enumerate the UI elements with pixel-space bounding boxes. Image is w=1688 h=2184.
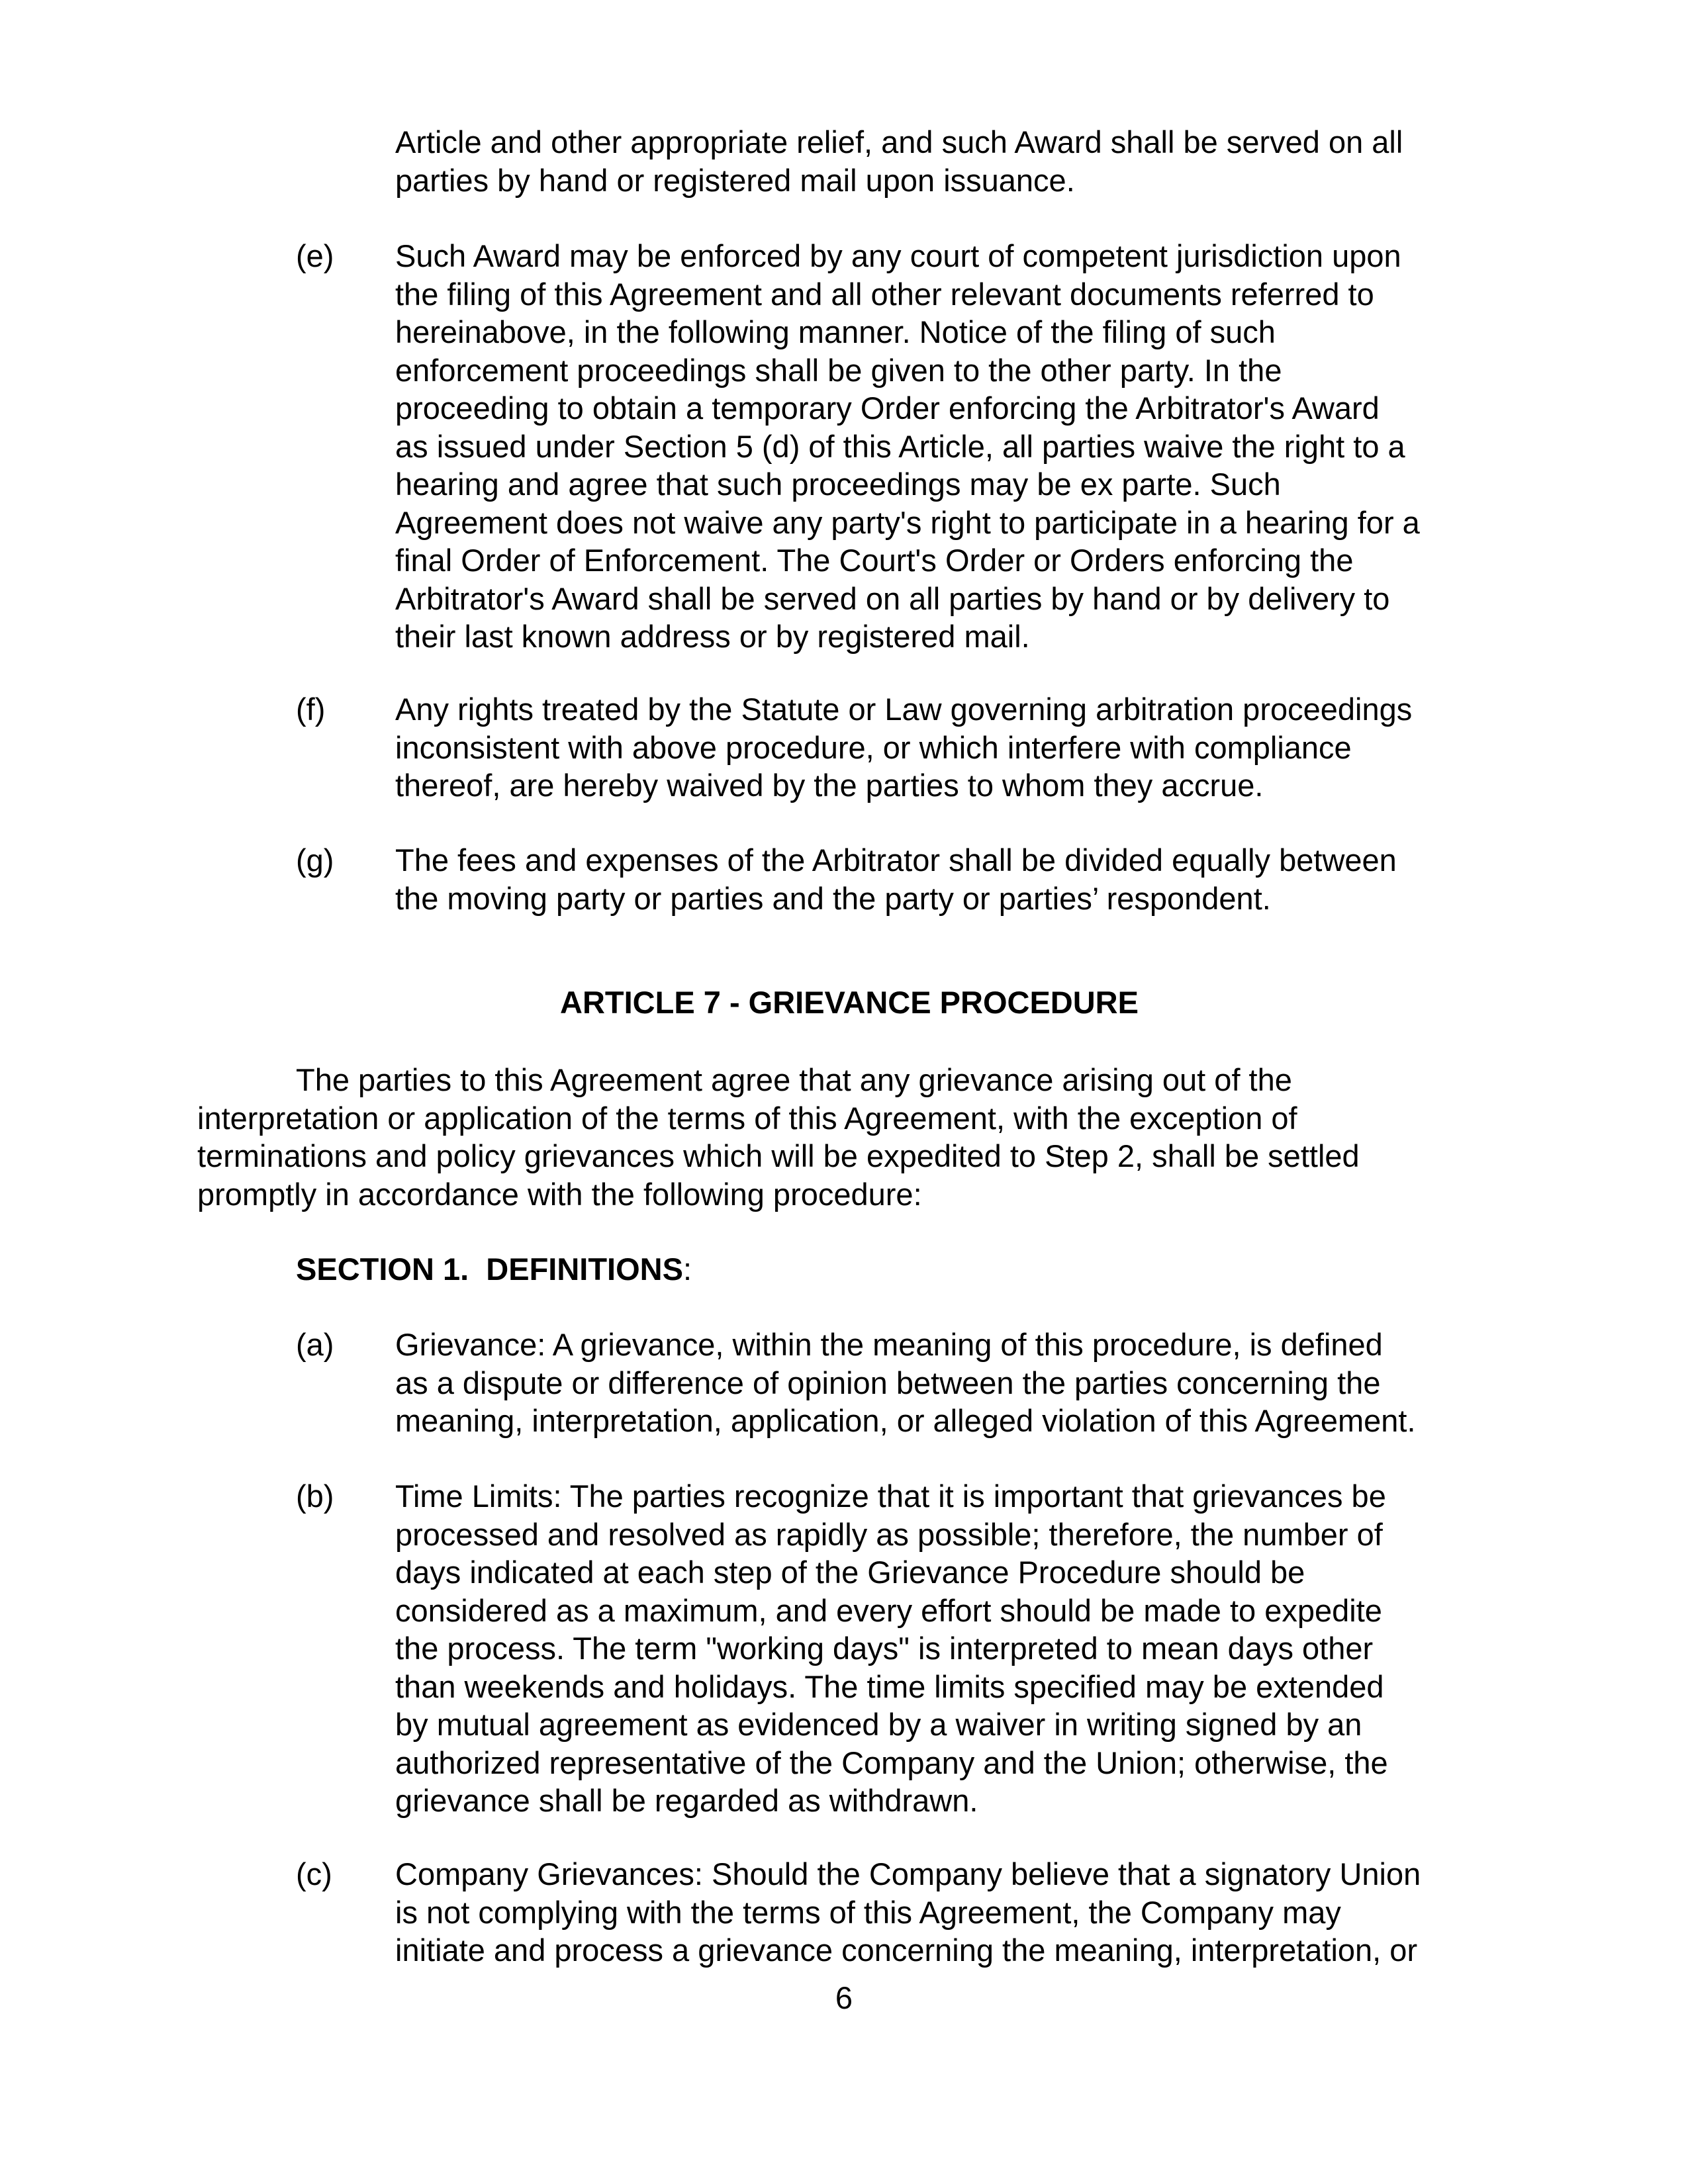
text-line: inconsistent with above procedure, or which interfere with compliance: [395, 729, 1352, 765]
text-line: Any rights treated by the Statute or Law governing arbitration proceedings: [395, 692, 1413, 727]
item-b-paragraph: [395, 1477, 1388, 1820]
text-line: proceeding to obtain a temporary Order enforcing the Arbitrator's Award: [395, 390, 1380, 426]
text-line: The parties to this Agreement agree that any grievance arising out of the: [296, 1062, 1292, 1097]
continuation-paragraph: [395, 123, 1403, 199]
text-line: hereinabove, in the following manner. Notice of the filing of such: [395, 314, 1276, 349]
item-b-label: (b): [296, 1479, 334, 1514]
item-c-paragraph: [395, 1855, 1421, 1970]
text-line: the moving party or parties and the party or parties’ respondent.: [395, 880, 1271, 916]
text-line: initiate and process a grievance concerning the meaning, interpretation, or: [395, 1933, 1418, 1968]
item-g-label: (g): [296, 842, 334, 878]
article-heading: [0, 983, 1688, 1022]
text-line: is not complying with the terms of this Agreement, the Company may: [395, 1894, 1341, 1930]
text-line: Such Award may be enforced by any court of competent jurisdiction upon: [395, 238, 1401, 273]
text-line: as a dispute or difference of opinion between the parties concerning the: [395, 1365, 1381, 1400]
text-line: as issued under Section 5 (d) of this Article, all parties waive the right to a: [395, 428, 1405, 464]
text-line: Time Limits: The parties recognize that it is important that grievances be: [395, 1479, 1386, 1514]
text-line: grievance shall be regarded as withdrawn.: [395, 1783, 978, 1818]
section-heading-colon: :: [682, 1251, 692, 1287]
text-line: promptly in accordance with the following procedure:: [197, 1176, 922, 1212]
text-line: The fees and expenses of the Arbitrator shall be divided equally between: [395, 842, 1397, 878]
intro-paragraph: [197, 1061, 1360, 1213]
text-line: the process. The term "working days" is interpreted to mean days other: [395, 1631, 1374, 1666]
text-line: terminations and policy grievances which will be expedited to Step 2, shall be settled: [197, 1138, 1360, 1173]
text-line: the filing of this Agreement and all other relevant documents referred to: [395, 276, 1374, 312]
text-line: authorized representative of the Company and the Union; otherwise, the: [395, 1745, 1388, 1780]
article-heading-text: ARTICLE 7 - GRIEVANCE PROCEDURE: [560, 985, 1139, 1020]
text-line: by mutual agreement as evidenced by a waiver in writing signed by an: [395, 1707, 1362, 1742]
text-line: their last known address or by registered mail.: [395, 619, 1030, 654]
item-e-label: (e): [296, 238, 334, 273]
text-line: interpretation or application of the terms of this Agreement, with the exception of: [197, 1100, 1297, 1136]
item-c-label: (c): [296, 1856, 332, 1891]
item-a-paragraph: [395, 1326, 1416, 1440]
text-line: Arbitrator's Award shall be served on all parties by hand or by delivery to: [395, 580, 1390, 616]
text-line: thereof, are hereby waived by the parties to whom they accrue.: [395, 768, 1264, 803]
text-line: parties by hand or registered mail upon issuance.: [395, 162, 1075, 198]
item-f-label: (f): [296, 692, 326, 727]
item-a-label: (a): [296, 1327, 334, 1362]
item-f-paragraph: [395, 690, 1412, 805]
text-line: enforcement proceedings shall be given to the other party. In the: [395, 352, 1282, 388]
text-line: considered as a maximum, and every effort should be made to expedite: [395, 1592, 1382, 1628]
text-line: Article and other appropriate relief, and such Award shall be served on all: [395, 124, 1403, 159]
item-g-paragraph: [395, 841, 1397, 917]
text-line: Company Grievances: Should the Company believe that a signatory Union: [395, 1856, 1421, 1891]
text-line: meaning, interpretation, application, or alleged violation of this Agreement.: [395, 1403, 1416, 1438]
text-line: Agreement does not waive any party's right to participate in a hearing for a: [395, 504, 1420, 540]
page-number: 6: [835, 1980, 853, 2015]
section-heading: [296, 1250, 692, 1289]
text-line: than weekends and holidays. The time limits specified may be extended: [395, 1668, 1384, 1704]
text-line: hearing and agree that such proceedings may be ex parte. Such: [395, 467, 1281, 502]
text-line: Grievance: A grievance, within the meaning of this procedure, is defined: [395, 1327, 1383, 1362]
item-e-paragraph: [395, 237, 1420, 656]
text-line: final Order of Enforcement. The Court's Order or Orders enforcing the: [395, 543, 1354, 578]
section-heading-text: SECTION 1. DEFINITIONS: [296, 1251, 683, 1287]
text-line: processed and resolved as rapidly as possible; therefore, the number of: [395, 1516, 1383, 1552]
text-line: days indicated at each step of the Grievance Procedure should be: [395, 1555, 1305, 1590]
